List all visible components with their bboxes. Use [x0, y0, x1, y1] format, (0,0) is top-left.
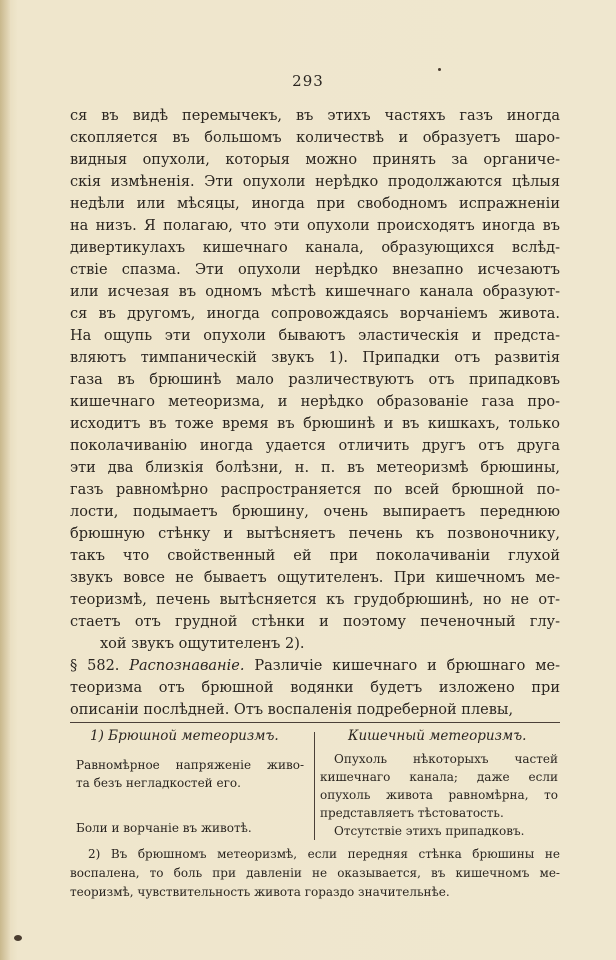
text-line: эти два близкія болѣзни, н. п. въ метеоризмѣ брюшины, — [70, 460, 560, 476]
text-line: недѣли или мѣсяцы, иногда при свободномъ испражненіи — [70, 196, 560, 212]
right-row: представляетъ тѣстоватость. — [320, 806, 504, 820]
left-column-header: 1) Брюшной метеоризмъ. — [90, 728, 279, 744]
text-line: описаніи послѣдней. Отъ воспаленія подреберной плевы, — [70, 702, 514, 718]
page-spine — [0, 0, 10, 960]
footnote-line: воспалена, то боль при давленіи не оказывается, въ кишечномъ ме- — [70, 866, 560, 880]
text-line: газа въ брюшинѣ мало различествуютъ отъ припадковъ — [70, 372, 560, 388]
right-row: опухоль живота равномѣрна, то — [320, 788, 558, 802]
text-line: лости, подымаетъ брюшину, очень выпираетъ переднюю — [70, 504, 560, 520]
text-line: ся въ другомъ, иногда сопровождаясь ворчаніемъ живота. — [70, 306, 560, 322]
text-line: вляютъ тимпаническій звукъ 1). Припадки отъ развитія — [70, 350, 560, 366]
section-first-line — [70, 656, 560, 676]
text-line: хой звукъ ощутителенъ 2). — [100, 636, 305, 652]
text-line: газъ равномѣрно распространяется по всей брюшной по- — [70, 482, 560, 498]
right-row: Отсутствіе этихъ припадковъ. — [334, 824, 525, 838]
right-row: Опухоль нѣкоторыхъ частей — [334, 752, 558, 766]
text-line: или исчезая въ одномъ мѣстѣ кишечнаго канала образуют- — [70, 284, 560, 300]
text-line: звукъ вовсе не бываетъ ощутителенъ. При кишечномъ ме- — [70, 570, 560, 586]
text-line: ствіе спазма. Эти опухоли нерѣдко внезапно исчезаютъ — [70, 262, 560, 278]
text-line: брюшную стѣнку и вытѣсняетъ печень къ позвоночнику, — [70, 526, 560, 542]
section-text: Различіе кишечнаго и брюшнаго ме- — [254, 658, 560, 674]
text-line: на низъ. Я полагаю, что эти опухоли происходятъ иногда въ — [70, 218, 560, 234]
text-line: такъ что свойственный ей при поколачиваніи глухой — [70, 548, 560, 564]
text-line: кишечнаго метеоризма, и нерѣдко образованіе газа про- — [70, 394, 560, 410]
right-column-header: Кишечный метеоризмъ. — [348, 728, 527, 744]
left-row: та безъ негладкостей его. — [76, 776, 241, 790]
text-line: исходитъ въ тоже время въ брюшинѣ и въ кишкахъ, только — [70, 416, 560, 432]
footnote-line: 2) Въ брюшномъ метеоризмѣ, если передняя стѣнка брюшины не — [88, 847, 560, 861]
text-line: теоризмѣ, печень вытѣсняется къ грудобрюшинѣ, но не от- — [70, 592, 560, 608]
text-line: На ощупь эти опухоли бываютъ эластическія и предста- — [70, 328, 560, 344]
section-number: § 582. — [70, 658, 120, 674]
section-title: Распознаваніе. — [129, 658, 245, 674]
text-line: ся въ видѣ перемычекъ, въ этихъ частяхъ газъ иногда — [70, 108, 560, 124]
column-rule — [314, 732, 315, 840]
page-number: 293 — [292, 72, 324, 90]
left-row: Равномѣрное напряженіе живо- — [76, 758, 304, 772]
ink-stain — [14, 935, 22, 941]
text-line: видныя опухоли, которыя можно принять за органиче- — [70, 152, 560, 168]
text-line: теоризма отъ брюшной водянки будетъ изложено при — [70, 680, 560, 696]
ink-stain — [438, 68, 441, 71]
right-row: кишечнаго канала; даже если — [320, 770, 558, 784]
footnote-divider — [70, 722, 560, 723]
text-line: скопляется въ большомъ количествѣ и образуетъ шаро- — [70, 130, 560, 146]
text-line: поколачиванію иногда удается отличить другъ отъ друга — [70, 438, 560, 454]
text-line: дивертикулахъ кишечнаго канала, образующихся вслѣд- — [70, 240, 560, 256]
left-row: Боли и ворчаніе въ животѣ. — [76, 821, 252, 835]
text-line: стаетъ отъ грудной стѣнки и поэтому печеночный глу- — [70, 614, 560, 630]
text-line: скія измѣненія. Эти опухоли нерѣдко продолжаются цѣлыя — [70, 174, 560, 190]
footnote-line: теоризмѣ, чувствительность живота гораздо значительнѣе. — [70, 885, 450, 899]
